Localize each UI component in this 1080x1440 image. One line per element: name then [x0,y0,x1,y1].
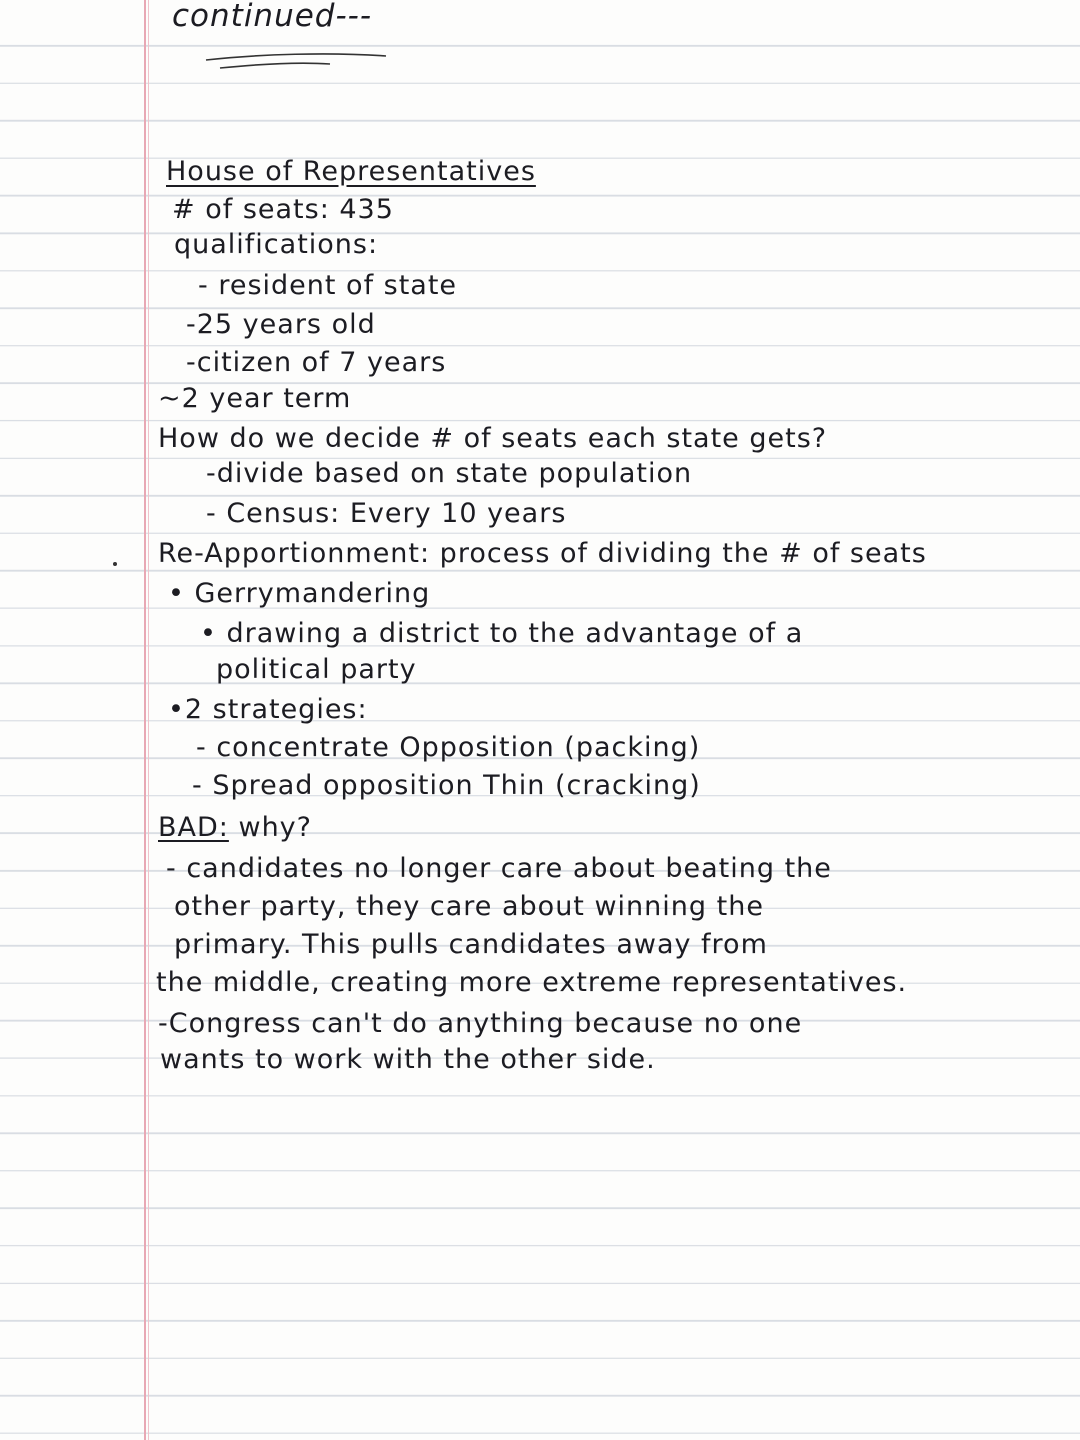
strategy-packing: - concentrate Opposition (packing) [196,732,701,763]
paragraph-line-6: wants to work with the other side. [160,1044,656,1075]
qualifications-label: qualifications: [174,229,379,260]
page-title: continued--- [172,0,373,34]
qualification-resident: - resident of state [198,270,458,301]
seats-line: # of seats: 435 [172,194,394,225]
gerrymandering-line: • Gerrymandering [168,578,431,609]
stray-pen-dot [113,562,117,566]
why-text: why? [238,812,312,843]
paragraph-line-1: - candidates no longer care about beating the [166,853,832,884]
margin-line-secondary [148,0,149,1440]
divide-population: -divide based on state population [206,458,693,489]
strategies-line: •2 strategies: [168,694,368,725]
paragraph-line-4: the middle, creating more extreme representatives. [156,967,908,998]
margin-line [144,0,146,1440]
reapportionment-line: Re-Apportionment: process of dividing the # of seats [158,538,927,569]
paragraph-line-2: other party, they care about winning the [174,891,764,922]
term-line: ~2 year term [158,383,352,414]
census-line: - Census: Every 10 years [206,498,567,529]
gerrymandering-definition-cont: political party [216,654,417,685]
qualification-age: -25 years old [186,309,376,340]
section-heading: House of Representatives [166,156,536,187]
bad-label: BAD: [158,812,229,843]
question-seats: How do we decide # of seats each state gets? [158,423,828,454]
gerrymandering-definition: • drawing a district to the advantage of a [200,618,804,649]
title-underline-squiggle [200,50,390,72]
qualification-citizen: -citizen of 7 years [186,347,447,378]
paragraph-line-3: primary. This pulls candidates away from [174,929,768,960]
paragraph-line-5: -Congress can't do anything because no one [158,1008,803,1039]
strategy-cracking: - Spread opposition Thin (cracking) [192,770,701,801]
bad-why-line [158,812,312,843]
